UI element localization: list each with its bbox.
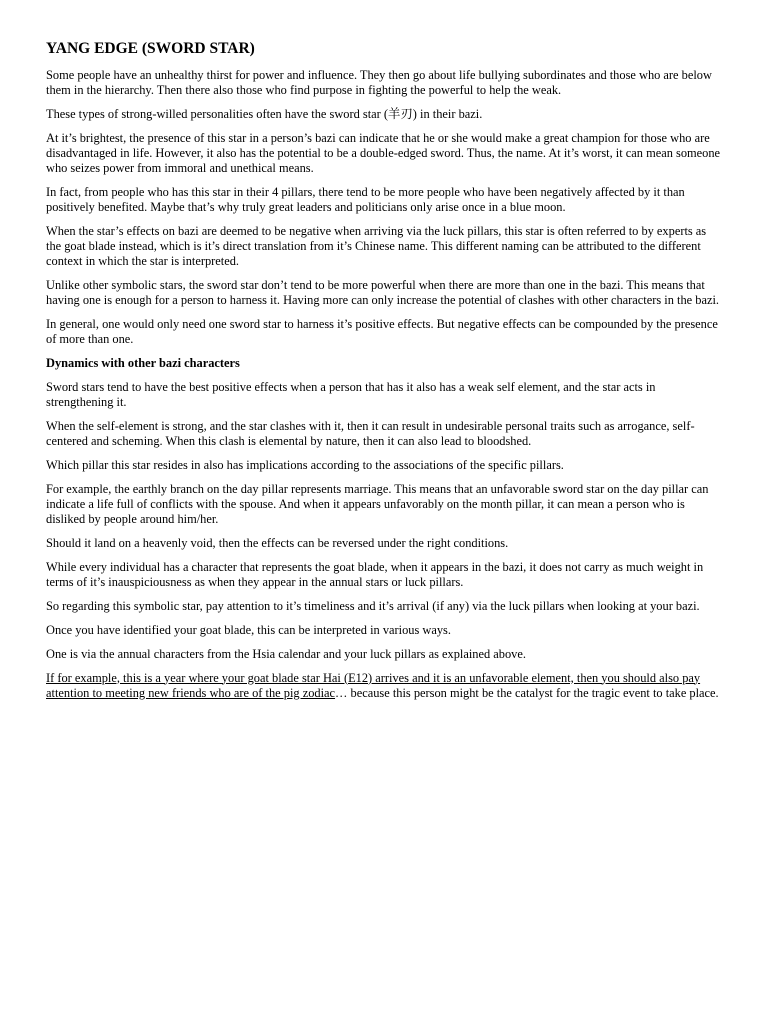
paragraph-weak-self: Sword stars tend to have the best positive effects when a person that has it also has a weak self element, and the star acts in strengthening it. bbox=[46, 379, 656, 409]
paragraph-strong-self: When the self-element is strong, and the star clashes with it, then it can result in undesirable personal traits such as arrogance, self-centered and scheming. When this clash is elemental by nature, then it can also lead to bloodshed. bbox=[46, 418, 695, 448]
paragraph-which-pillar: Which pillar this star resides in also has implications according to the associations of the specific pillars. bbox=[46, 457, 564, 472]
paragraph-intro: Some people have an unhealthy thirst for power and influence. They then go about life bullying subordinates and those who are below them in the hierarchy. Then there also those who find purpose in fighting the powerful to help the weak. bbox=[46, 67, 712, 97]
paragraph-personalities: These types of strong-willed personalities often have the sword star (羊刃) in their bazi. bbox=[46, 106, 483, 121]
paragraph-in-fact: In fact, from people who has this star in their 4 pillars, there tend to be more people who have been negatively affected by it than positively benefited. Maybe that’s why truly great leaders and politicians only arise once in a blue moon. bbox=[46, 184, 685, 214]
underlined-text: If for example, this is a year where your goat blade star Hai (E12) arrives and it is an unfavorable element, then you should also pay attention to meeting new friends who are of the pig zodiac bbox=[46, 670, 701, 700]
document-page bbox=[46, 40, 722, 710]
paragraph-day-pillar: For example, the earthly branch on the day pillar represents marriage. This means that an unfavorable sword star on the day pillar can indicate a life full of conflicts with the spouse. And when it appears unfavorably on the month pillar, it can mean a person who is disliked by people around him/her. bbox=[46, 481, 709, 526]
document-title: YANG EDGE (SWORD STAR) bbox=[46, 40, 255, 57]
paragraph-every-individual: While every individual has a character that represents the goat blade, when it appears in the bazi, it does not carry as much weight in terms of it’s inauspiciousness as when they appear in the annual stars or luck pillars. bbox=[46, 559, 704, 589]
paragraph-final bbox=[46, 671, 722, 701]
paragraph-timeliness: So regarding this symbolic star, pay attention to it’s timeliness and it’s arrival (if any) via the luck pillars when looking at your bazi. bbox=[46, 598, 700, 613]
paragraph-goat-blade: When the star’s effects on bazi are deemed to be negative when arriving via the luck pillars, this star is often referred to by experts as the goat blade instead, which is it’s direct translation from it’s Chinese name. This different naming can be attributed to the different context in which the star is interpreted. bbox=[46, 223, 707, 268]
paragraph-brightest: At it’s brightest, the presence of this star in a person’s bazi can indicate that he or she would make a great champion for those who are disadvantaged in life. However, it also has the potential to be a double-edged sword. Thus, the name. At it’s worst, it can mean someone who seizes power from immoral and unethical means. bbox=[46, 130, 721, 175]
paragraph-in-general: In general, one would only need one sword star to harness it’s positive effects. But negative effects can be compounded by the presence of more than one. bbox=[46, 316, 718, 346]
paragraph-hsia-calendar: One is via the annual characters from the Hsia calendar and your luck pillars as explained above. bbox=[46, 646, 526, 661]
paragraph-unlike-other-stars: Unlike other symbolic stars, the sword star don’t tend to be more powerful when there are more than one in the bazi. This means that having one is enough for a person to harness it. Having more can only increase the potential of clashes with other characters in the bazi. bbox=[46, 277, 720, 307]
paragraph-heavenly-void: Should it land on a heavenly void, then the effects can be reversed under the right conditions. bbox=[46, 535, 509, 550]
paragraph-identified: Once you have identified your goat blade, this can be interpreted in various ways. bbox=[46, 622, 451, 637]
section-heading: Dynamics with other bazi characters bbox=[46, 355, 240, 370]
final-text: … because this person might be the catalyst for the tragic event to take place. bbox=[335, 685, 719, 700]
